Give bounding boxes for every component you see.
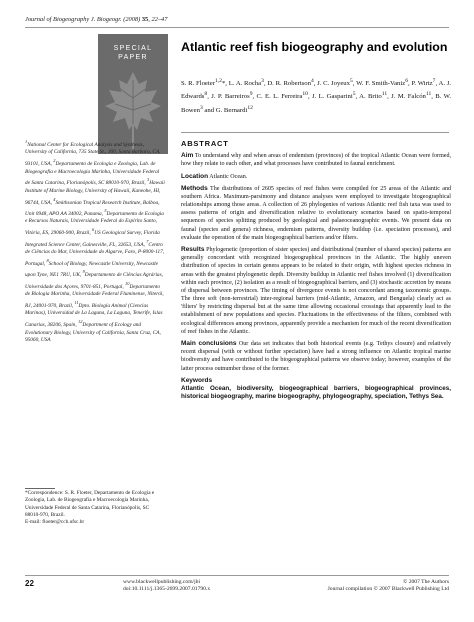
footer-copyright	[328, 579, 449, 594]
abstract-location: Location Atlantic Ocean.	[181, 172, 248, 180]
journal-year: (2008)	[123, 16, 141, 23]
abstract-body	[181, 152, 451, 406]
abstract-keywords: Keywords Atlantic Ocean, biodiversity, biogeographical barriers, biogeographical provinces, historical biogeography, marine biogeography, phylogeography, speciation, Tethys Sea.	[181, 376, 451, 401]
running-header	[25, 16, 167, 23]
footer-divider	[25, 575, 449, 576]
special-paper-badge	[98, 34, 168, 154]
article-doi[interactable]: doi:10.1111/j.1365-2699.2007.01790.x	[123, 586, 211, 593]
abstract-methods: Methods The distributions of 2605 species of reef fishes were compiled for 25 areas of the Atlantic and southern Africa. Maximum-parsimony and distance analyses were employed to investigate biogeographical relationships among those areas. A collection of 26 phylogenies of various Atlantic reef fish taxa was used to assess patterns of origin and diversification relative to evolutionary scenarios based on spatio-temporal sequences of species splitting produced by geological and palaeoceanographic events. We present data on faunal (species and genera) richness, endemism patterns, diversity buildup (i.e. speciation processes), and evaluate the operation of the main biogeographical barriers and/or filters.	[181, 184, 451, 241]
abstract-heading: ABSTRACT	[181, 139, 229, 148]
journal-name: Journal of Biogeography	[25, 16, 90, 23]
abstract-results: Results Phylogenetic (proportion of sister species) and distributional (number of shared species) patterns are generally concordant with recognized biogeographical provinces in the Atlantic. The highly uneven distribution of species in certain genera appears to be related to their origin, with highest species richness in areas with the greatest phylogenetic depth. Diversity buildup in Atlantic reef fishes involved (1) diversification within each province, (2) isolation as a result of biogeographical barriers, and (3) stochastic accretion by means of dispersal between provinces. The timing of divergence events is not concordant among taxonomic groups. The three soft (non-terrestrial) inter-regional barriers (mid-Atlantic, Amazon, and Benguela) clearly act as 'filters' by restricting dispersal but at the same time allowing occasional crossings that apparently lead to the establishment of new populations and species. Fluctuations in the effectiveness of the filters, combined with ecological differences among provinces, apparently provide a mechanism for much of the recent diversification of reef fishes in the Atlantic.	[181, 246, 452, 335]
journal-abbr: J. Biogeogr.	[90, 16, 122, 23]
abstract-divider	[181, 132, 449, 133]
abstract-aim: Aim To understand why and when areas of endemism (provinces) of the tropical Atlantic Ocean were formed, how they relate to each other, and what processes have contributed to faunal enrichment.	[181, 152, 451, 168]
author-list: S. R. Floeter$^{1,2}$*, L. A. Rocha$^3$, D. R. Robertson$^4$, J. C. Joyeux$^5$, W. F. Smith-Vaniz$^6$, P. Wirtz$^7$, A. J. Edwards$^8$, J. P. Barreiros$^9$, C. E. L. Ferreira$^{10}$, J. L. Gasparini$^5$, A. Brito$^{11}$, J. M. Falcón$^{11}$, B. W. Bowen$^3$ and G. Bernardi$^{12}$	[181, 78, 452, 115]
correspondence-divider	[25, 488, 55, 489]
correspondence-email[interactable]: E-mail: floeter@ccb.ufsc.br	[25, 519, 85, 526]
affiliations: $^1$National Center for Ecological Analysis and Synthesis, University of California, 735 State St., 300, Santa Barbara, CA, 93101, USA, $^2$Departamento de Ecologia e Zoologia, Lab. de Biogeografia e Macroecologia Marinha, Universidade Federal de Santa Catarina, Florianópolis, SC 88010-970, Brazil, $^3$Hawaii Institute of Marine Biology, University of Hawaii, Kaneohe, HI, 96744, USA, $^4$Smithsonian Tropical Research Institute, Balboa, Unit 0948, APO AA 34002, Panama, $^5$Departamento de Ecologia e Recursos Naturais, Universidade Federal do Espírito Santo, Vitória, ES, 29060-900, Brazil, $^6$US Geological Survey, Florida Integrated Science Center, Gainesville, FL, 32653, USA, $^7$Centro de Ciências do Mar, Universidade do Algarve, Faro, P-8000-117, Portugal, $^8$School of Biology, Newcastle University, Newcastle upon Tyne, NE1 7RU, UK, $^9$Departamento de Ciências Agrárias, Universidade dos Açores, 9701-851, Portugal, $^{10}$Departamento de Biologia Marinha, Universidade Federal Fluminense, Niterói, RJ, 24001-970, Brazil, $^{11}$Dpto. Biología Animal (Ciencias Marinas), Universidad de La Laguna, La Laguna, Tenerife, Islas Canarias, 38206, Spain, $^{12}$Department of Ecology and Evolutionary Biology, University of California, Santa Cruz, CA, 95060, USA	[25, 139, 165, 344]
special-paper-label: SPECIAL PAPER	[113, 45, 153, 61]
journal-pages: , 22–47	[148, 16, 168, 23]
correspondence	[25, 490, 165, 526]
abstract-conclusions: Main conclusions Our data set indicates that both historical events (e.g. Tethys closure) and relatively recent dispersal (with or without further speciation) have had a strong influence on Atlantic tropical marine biodiversity and have contributed to the biogeographical patterns we observe today; however, examples of the latter process outnumber those of the former.	[181, 340, 451, 372]
journal-url[interactable]: www.blackwellpublishing.com/jbi	[123, 579, 201, 585]
correspondence-address: *Correspondence: S. R. Floeter, Departamento de Ecologia e Zoologia, Lab. de Biogeografia e Macroecologia Marinha, Universidade Federal de Santa Catarina, Florianópolis, SC 88010-970, Brazil.	[25, 490, 155, 518]
journal-volume: 35	[141, 16, 149, 23]
header-divider	[25, 27, 449, 28]
page-number: 22	[25, 579, 34, 588]
article-title: Atlantic reef fish biogeography and evolution	[181, 40, 448, 54]
copyright-authors: © 2007 The Authors	[403, 579, 449, 585]
footer-links	[123, 579, 210, 594]
copyright-journal: Journal compilation © 2007 Blackwell Publishing Ltd	[327, 586, 449, 593]
